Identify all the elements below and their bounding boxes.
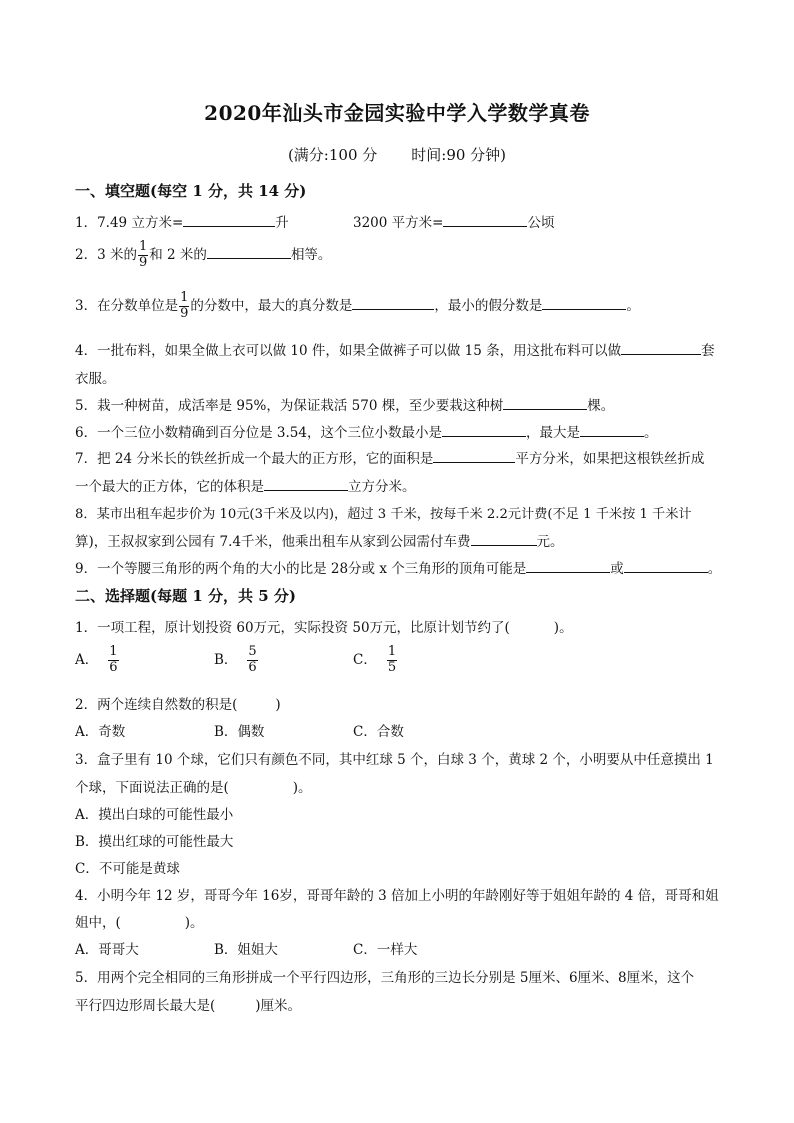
fraction-denominator: 6 [248, 659, 257, 675]
question-1-1 [75, 211, 289, 231]
answer-blank[interactable] [503, 395, 587, 410]
q1-2-text-post: 相等。 [290, 246, 332, 263]
option-label: A． [75, 651, 99, 668]
option-a[interactable]: A．哥哥大 [75, 942, 139, 958]
question-2-3: 3．盒子里有 10 个球，它们只有颜色不同，其中红球 5 个，白球 3 个，黄球 2 个，小明要从中任意摸出 1 [75, 752, 714, 768]
q1-6-text-mid: ，最大是 [525, 425, 580, 441]
q1-9-text: 9．一个等腰三角形的两个角的大小的比是 28分或 x 个三角形的顶角可能是 [75, 561, 527, 577]
q1-7-text-2: 一个最大的正方体，它的体积是 [75, 479, 264, 495]
q1-7-text-2b: 立方分米。 [348, 479, 416, 495]
answer-blank[interactable] [580, 422, 644, 437]
answer-blank[interactable] [207, 244, 291, 259]
fraction-numerator: 1 [138, 239, 148, 254]
q2-3-text-2: 个球，下面说法正确的是( [75, 780, 229, 796]
option-a[interactable]: A．摸出白球的可能性最小 [75, 807, 234, 823]
question-1-2 [75, 240, 331, 271]
answer-blank[interactable] [433, 448, 515, 463]
question-1-8: 8．某市出租车起步价为 10元(3千米及以内)，超过 3 千米，按每千米 2.2元计费(不足 1 千米按 1 千米计 [75, 507, 692, 522]
q1-6-text-post: 。 [643, 425, 658, 441]
answer-blank[interactable] [471, 531, 537, 546]
option-b[interactable] [214, 645, 259, 676]
fraction-numerator: 1 [180, 290, 189, 305]
question-1-5 [75, 394, 614, 414]
fraction-numerator: 1 [109, 644, 118, 659]
option-label: C． [353, 651, 377, 668]
question-1-4 [75, 339, 715, 359]
option-b[interactable]: B．偶数 [214, 724, 265, 740]
q1-3-text-post: 。 [626, 297, 640, 314]
question-1-8-cont [75, 530, 564, 550]
q1-8-text-2b: 元。 [536, 534, 564, 550]
answer-blank[interactable] [621, 340, 701, 355]
q1-9-text-post: 。 [707, 561, 722, 577]
q2-3-close: )。 [292, 780, 312, 796]
exam-subtitle [0, 144, 794, 165]
fraction-denominator: 6 [109, 659, 118, 675]
q2-2-text: 2．两个连续自然数的积是( [75, 697, 238, 713]
fraction-one-ninth [138, 240, 148, 271]
answer-blank[interactable] [442, 422, 526, 437]
option-fraction [387, 645, 397, 676]
option-c[interactable] [353, 645, 398, 676]
q1-4-unit: 套 [701, 343, 715, 359]
fraction-one-ninth [179, 291, 189, 322]
q1-7-text-b: 平方分米，如果把这根铁丝折成 [515, 451, 705, 467]
question-1-9 [75, 557, 721, 577]
q1-2-text-mid: 和 2 米的 [149, 246, 207, 263]
q1-4-text: 4．一批布料，如果全做上衣可以做 10 件，如果全做裤子可以做 15 条，用这批布料可以做 [75, 343, 622, 359]
fraction-denominator: 5 [387, 659, 397, 675]
option-c[interactable]: C．合数 [353, 724, 404, 740]
answer-blank[interactable] [183, 212, 275, 227]
answer-blank[interactable] [526, 558, 610, 573]
q1-7-text: 7．把 24 分米长的铁丝折成一个最大的正方形，它的面积是 [75, 451, 434, 467]
q1-3-text-mid2: ，最小的假分数是 [434, 297, 543, 314]
question-1-4-cont: 衣服。 [75, 371, 116, 387]
exam-title: 2020年汕头市金园实验中学入学数学真卷 [204, 101, 590, 125]
question-1-1-b [353, 211, 554, 231]
fraction-numerator: 1 [387, 644, 397, 659]
question-2-4: 4．小明今年 12 岁，哥哥今年 16岁，哥哥年龄的 3 倍加上小明的年龄刚好等于姐姐年龄的 4 倍，哥哥和姐 [75, 888, 719, 904]
q2-5-close: )厘米。 [255, 998, 302, 1014]
option-c[interactable]: C．一样大 [353, 942, 418, 958]
answer-blank[interactable] [264, 476, 348, 491]
answer-blank[interactable] [443, 212, 527, 227]
option-label: B． [214, 651, 238, 668]
q1-3-text-mid: 的分数中，最大的真分数是 [190, 297, 353, 314]
q2-5-text-2: 平行四边形周长最大是( [75, 998, 216, 1014]
answer-blank[interactable] [542, 295, 626, 310]
q1-1-unit-a: 升 [275, 215, 289, 231]
question-1-3 [75, 291, 640, 322]
q1-6-text: 6．一个三位小数精确到百分位是 3.54，这个三位小数最小是 [75, 425, 442, 441]
q2-4-close: )。 [184, 915, 204, 931]
q1-1-text-a: 1．7.49 立方米= [75, 215, 184, 231]
q1-5-text: 5．栽一种树苗，成活率是 95%，为保证栽活 570 棵，至少要栽这种树 [75, 398, 504, 414]
q2-2-close: ) [275, 697, 281, 713]
section-multiple-choice-heading: 二、选择题(每题 1 分，共 5 分) [75, 587, 296, 605]
question-2-5-cont [75, 994, 301, 1014]
question-2-5: 5．用两个完全相同的三角形拼成一个平行四边形，三角形的三边长分别是 5厘米、6厘米、8厘米，这个 [75, 970, 695, 986]
option-a[interactable]: A．奇数 [75, 724, 126, 740]
option-a[interactable] [75, 645, 120, 676]
q1-8-text-2: 算)，王叔叔家到公园有 7.4千米，他乘出租车从家到公园需付车费 [75, 534, 471, 550]
q2-1-close: )。 [553, 620, 573, 636]
question-1-6 [75, 421, 657, 441]
fraction-numerator: 5 [248, 644, 257, 659]
q1-5-text-post: 棵。 [587, 398, 615, 414]
answer-blank[interactable] [624, 558, 708, 573]
fraction-denominator: 9 [180, 305, 189, 321]
question-2-3-cont [75, 776, 312, 796]
question-1-7-cont [75, 475, 416, 495]
question-1-7 [75, 447, 704, 467]
option-fraction [108, 645, 118, 676]
answer-blank[interactable] [352, 295, 434, 310]
q2-1-text: 1．一项工程，原计划投资 60万元，实际投资 50万元，比原计划节约了( [75, 620, 510, 636]
question-2-1 [75, 616, 573, 636]
section-fill-blank-heading: 一、填空题(每空 1 分，共 14 分) [75, 182, 307, 200]
option-c[interactable]: C．不可能是黄球 [75, 861, 180, 877]
score-info: (满分:100 分 [287, 146, 378, 164]
q1-1-text-b: 3200 平方米= [353, 215, 444, 231]
option-fraction [247, 645, 257, 676]
question-2-2 [75, 693, 281, 713]
fraction-denominator: 9 [138, 254, 148, 270]
q1-9-text-mid: 或 [610, 561, 624, 577]
option-b[interactable]: B．摸出红球的可能性最大 [75, 834, 234, 850]
q2-4-text-2: 姐中，( [75, 915, 121, 931]
time-info: 时间:90 分钟) [411, 146, 507, 164]
q1-2-text: 2．3 米的 [75, 246, 137, 263]
option-b[interactable]: B．姐姐大 [214, 942, 278, 958]
q1-1-unit-b: 公顷 [527, 215, 555, 231]
q1-3-text: 3．在分数单位是 [75, 297, 179, 314]
question-2-4-cont [75, 911, 204, 931]
